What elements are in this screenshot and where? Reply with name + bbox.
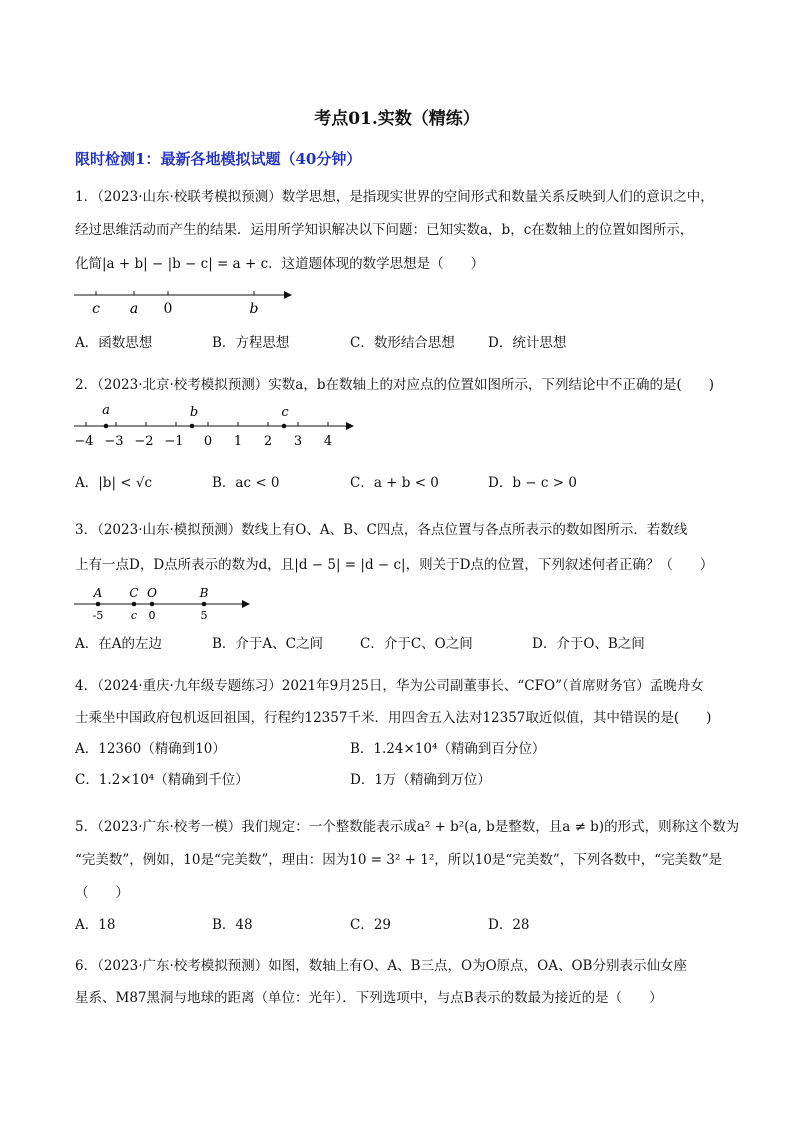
q1-axis-label-c: c [92, 301, 100, 317]
q4-option-a[interactable]: A．12360（精确到10） [75, 741, 226, 757]
q5-option-b[interactable]: B．48 [212, 917, 253, 933]
q1-axis-label-b: b [249, 301, 259, 317]
q5-line-1: 5．（2023·广东·校考一模）我们规定：一个整数能表示成a² + b²(a, b是整数，且a ≠ b)的形式，则称这个数为 [75, 819, 740, 835]
q2-point-label-b: b [189, 405, 199, 420]
q2-line-1: 2．（2023·北京·校考模拟预测）实数a，b在数轴上的对应点的位置如图所示，下列结论中不正确的是( ) [75, 377, 715, 393]
q1-number-line [70, 283, 300, 323]
q3-line-1: 3．（2023·山东·模拟预测）数线上有O、A、B、C四点，各点位置与各点所表示的数如图所示．若数线 [75, 522, 688, 538]
q3-option-a[interactable]: A．在A的左边 [75, 636, 162, 652]
q3-value-label: -5 [92, 609, 104, 622]
q1-axis-label-a: a [129, 301, 139, 317]
q5-line-3: （ ） [75, 885, 129, 901]
q2-tick-label: 4 [323, 434, 333, 449]
q3-value-label: 0 [148, 609, 156, 622]
q3-point-label-A: A [93, 586, 103, 600]
q1-axis-label-0: 0 [163, 301, 173, 317]
q5-option-d[interactable]: D．28 [488, 917, 530, 933]
q1-option-c[interactable]: C．数形结合思想 [350, 335, 455, 351]
q2-point-label-a: a [102, 403, 110, 418]
q3-value-label: c [130, 609, 138, 622]
q2-number-line [70, 400, 360, 452]
q5-line-2: “完美数”，例如，10是“完美数”，理由：因为10 = 3² + 1²，所以10是“完美数”，下列各数中，“完美数”是 [75, 852, 723, 868]
q3-line-2: 上有一点D，D点所表示的数为d，且|d − 5| = |d − c|，则关于D点的位置，下列叙述何者正确？（ ） [75, 557, 714, 573]
q3-point-label-O: O [147, 586, 157, 600]
q5-option-a[interactable]: A．18 [75, 917, 116, 933]
q2-tick-label: −3 [104, 434, 124, 449]
q6-line-1: 6．（2023·广东·校考模拟预测）如图，数轴上有O、A、B三点，O为O原点，OA、OB分别表示仙女座 [75, 958, 687, 974]
q2-option-a[interactable]: A．|b| < √c [75, 475, 153, 491]
q3-option-b[interactable]: B．介于A、C之间 [212, 636, 323, 652]
q1-line-2: 经过思维活动而产生的结果．运用所学知识解决以下问题：已知实数a，b，c在数轴上的位置如图所示， [75, 222, 694, 238]
page-title: 考点01.实数（精练） [314, 109, 480, 129]
q2-option-c[interactable]: C．a + b < 0 [350, 475, 439, 491]
q1-line-3: 化简|a + b| − |b − c| = a + c．这道题体现的数学思想是（ ） [75, 256, 485, 272]
q2-tick-label: −2 [134, 434, 154, 449]
q1-option-d[interactable]: D．统计思想 [488, 335, 567, 351]
q1-option-b[interactable]: B．方程思想 [212, 335, 290, 351]
q2-tick-label: 3 [293, 434, 303, 449]
q2-tick-label: 2 [263, 434, 273, 449]
q2-tick-label: −1 [164, 434, 184, 449]
q3-point-label-B: B [199, 586, 209, 600]
q3-point-label-C: C [129, 586, 139, 600]
q1-line-1: 1．（2023·山东·校联考模拟预测）数学思想，是指现实世界的空间形式和数量关系反映到人们的意识之中， [75, 189, 714, 205]
q6-line-2: 星系、M87黑洞与地球的距离（单位：光年）．下列选项中，与点B表示的数最为接近的是（ ） [75, 990, 663, 1006]
q2-option-d[interactable]: D．b − c > 0 [488, 475, 577, 491]
q3-number-line [70, 585, 260, 623]
q3-option-d[interactable]: D．介于O、B之间 [532, 636, 645, 652]
q5-option-c[interactable]: C．29 [350, 917, 392, 933]
q2-tick-label: 1 [233, 434, 243, 449]
q4-option-d[interactable]: D．1万（精确到万位） [350, 772, 491, 788]
q3-value-label: 5 [200, 609, 208, 622]
q2-option-b[interactable]: B．ac < 0 [212, 475, 280, 491]
q1-option-a[interactable]: A．函数思想 [75, 335, 153, 351]
q4-line-2: 士乘坐中国政府包机返回祖国，行程约12357千米．用四舍五入法对12357取近似值，其中错误的是( ) [75, 710, 712, 726]
q2-point-label-c: c [281, 405, 289, 420]
q4-option-c[interactable]: C．1.2×10⁴（精确到千位） [75, 772, 249, 788]
q3-option-c[interactable]: C．介于C、O之间 [360, 636, 473, 652]
q4-line-1: 4．（2024·重庆·九年级专题练习）2021年9月25日，华为公司副董事长、“CFO”（首席财务官）孟晚舟女 [75, 678, 704, 694]
q2-tick-label: 0 [203, 434, 213, 449]
q2-tick-label: −4 [74, 434, 94, 449]
q4-option-b[interactable]: B．1.24×10⁴（精确到百分位） [350, 741, 546, 757]
section-heading: 限时检测1：最新各地模拟试题（40分钟） [75, 150, 362, 168]
